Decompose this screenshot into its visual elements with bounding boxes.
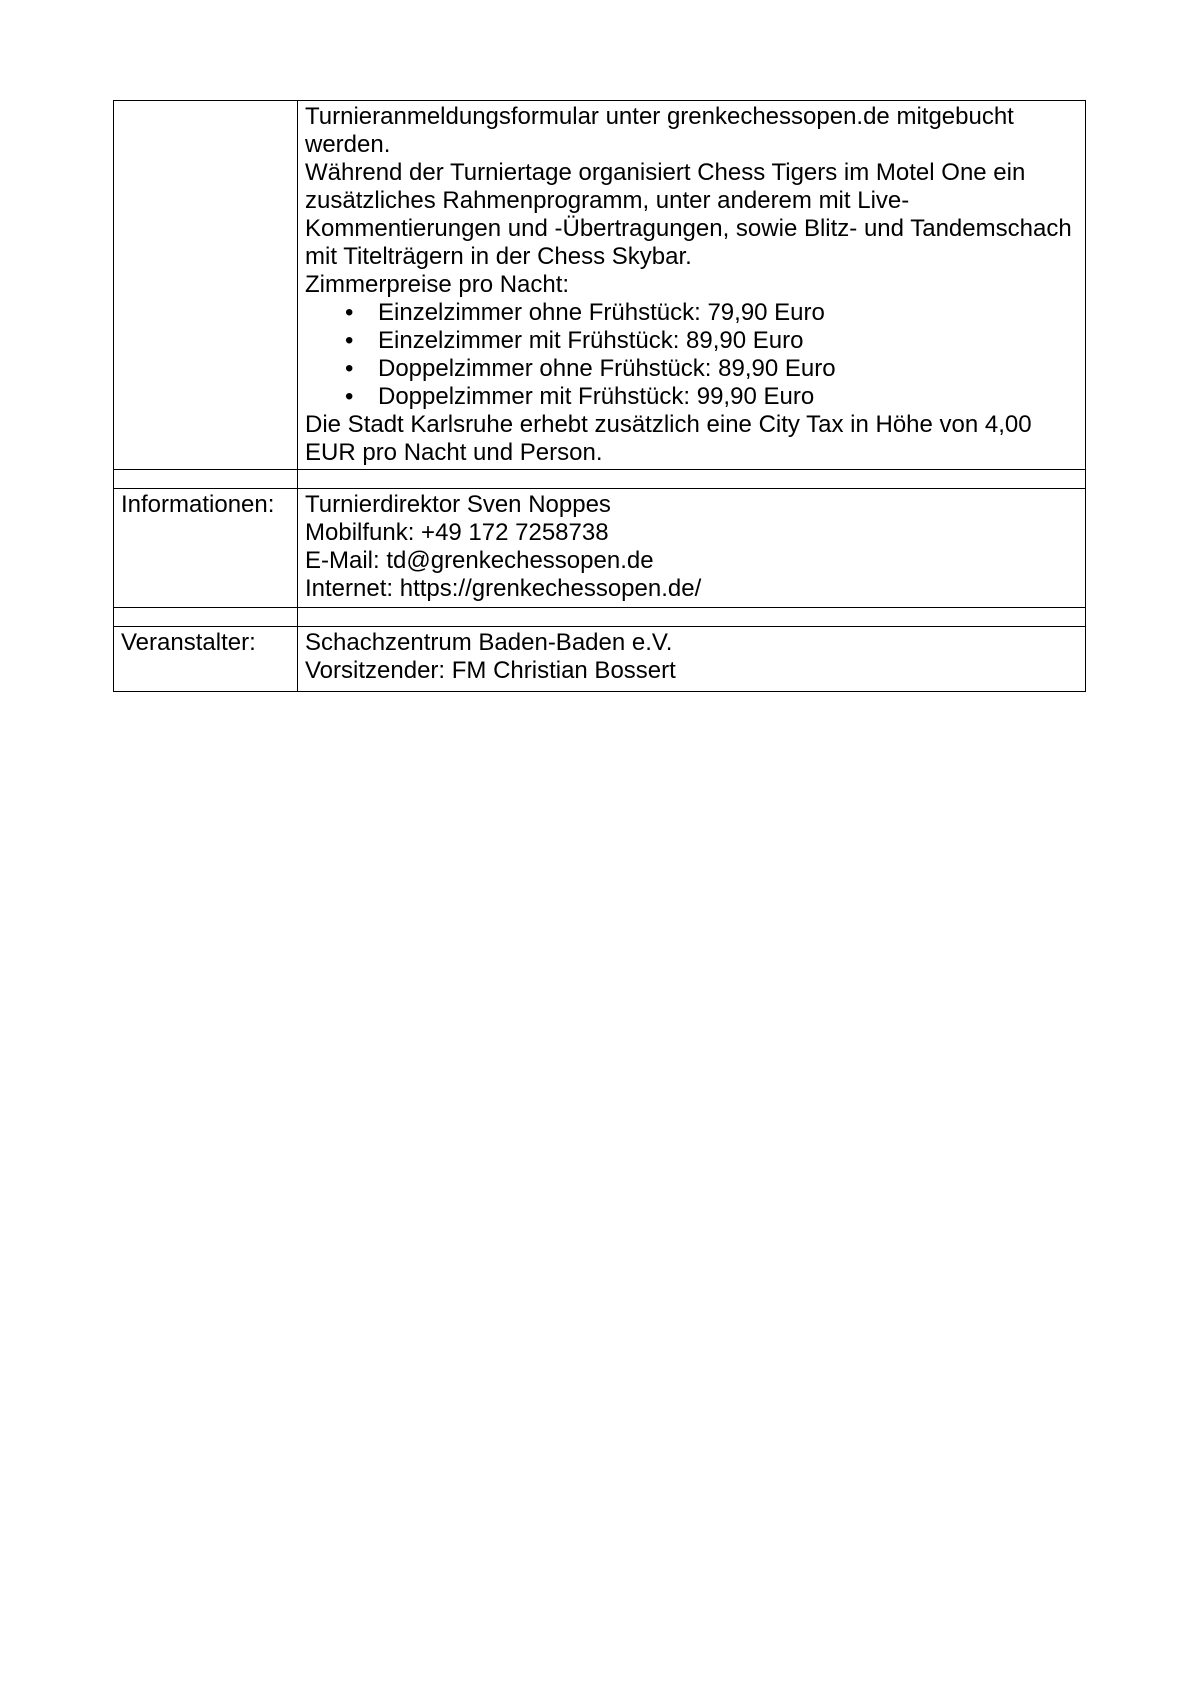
text-line — [305, 215, 1077, 243]
line-text: Die Stadt Karlsruhe erhebt zusätzlich eine City Tax in Höhe von 4,00 — [305, 411, 1032, 438]
line-text: Internet: https://grenkechessopen.de/ — [305, 575, 702, 602]
line-text: Turnieranmeldungsformular unter grenkechessopen.de mitgebucht — [305, 103, 1014, 130]
line-text: Einzelzimmer mit Frühstück: 89,90 Euro — [378, 327, 804, 354]
text-line — [305, 383, 1077, 411]
line-text: werden. — [305, 131, 391, 158]
spacer-cell — [114, 608, 298, 627]
text-line — [305, 159, 1077, 187]
text-line — [305, 299, 1077, 327]
line-text: EUR pro Nacht und Person. — [305, 439, 603, 466]
text-line — [305, 411, 1077, 439]
line-text: E-Mail: td@grenkechessopen.de — [305, 547, 654, 574]
line-text: zusätzliches Rahmenprogramm, unter anderem mit Live- — [305, 187, 910, 214]
text-line — [305, 439, 1077, 467]
row-label: Veranstalter: — [121, 629, 256, 656]
line-text: Doppelzimmer ohne Frühstück: 89,90 Euro — [378, 355, 836, 382]
spacer-cell — [298, 470, 1086, 489]
bullet-icon: • — [345, 383, 354, 410]
line-text: Während der Turniertage organisiert Chess Tigers im Motel One ein — [305, 159, 1026, 186]
spacer-cell — [298, 608, 1086, 627]
line-text: Kommentierungen und -Übertragungen, sowie Blitz- und Tandemschach — [305, 215, 1072, 242]
row-label-cell — [114, 489, 298, 608]
line-text: Turnierdirektor Sven Noppes — [305, 491, 611, 518]
table-row-veranstalter — [114, 627, 1086, 692]
row-label-cell — [114, 627, 298, 692]
text-line — [305, 187, 1077, 215]
spacer-row — [114, 608, 1086, 627]
line-text: Mobilfunk: +49 172 7258738 — [305, 519, 609, 546]
text-line — [305, 575, 1077, 603]
row-label-cell — [114, 101, 298, 470]
line-text: mit Titelträgern in der Chess Skybar. — [305, 243, 692, 270]
row-content-cell — [298, 627, 1086, 692]
text-line — [305, 355, 1077, 383]
bullet-icon: • — [345, 355, 354, 382]
text-line — [305, 327, 1077, 355]
row-content-cell — [298, 489, 1086, 608]
text-line — [305, 519, 1077, 547]
bullet-icon: • — [345, 299, 354, 326]
info-table — [113, 100, 1086, 692]
spacer-cell — [114, 470, 298, 489]
bullet-icon: • — [345, 327, 354, 354]
text-line — [305, 657, 1077, 685]
row-content-cell — [298, 101, 1086, 470]
line-text: Zimmerpreise pro Nacht: — [305, 271, 570, 298]
text-line — [305, 547, 1077, 575]
text-block — [305, 629, 1077, 685]
text-line — [305, 243, 1077, 271]
line-text: Vorsitzender: FM Christian Bossert — [305, 657, 676, 684]
row-label: Informationen: — [121, 491, 275, 518]
line-text: Einzelzimmer ohne Frühstück: 79,90 Euro — [378, 299, 825, 326]
line-text: Doppelzimmer mit Frühstück: 99,90 Euro — [378, 383, 815, 410]
text-line — [305, 271, 1077, 299]
text-block — [305, 491, 1077, 603]
text-line — [305, 491, 1077, 519]
text-line — [305, 629, 1077, 657]
table-row-hotel-info — [114, 101, 1086, 470]
text-block — [305, 103, 1077, 467]
spacer-row — [114, 470, 1086, 489]
text-line — [305, 103, 1077, 131]
table-row-informationen — [114, 489, 1086, 608]
line-text: Schachzentrum Baden-Baden e.V. — [305, 629, 673, 656]
text-line — [305, 131, 1077, 159]
